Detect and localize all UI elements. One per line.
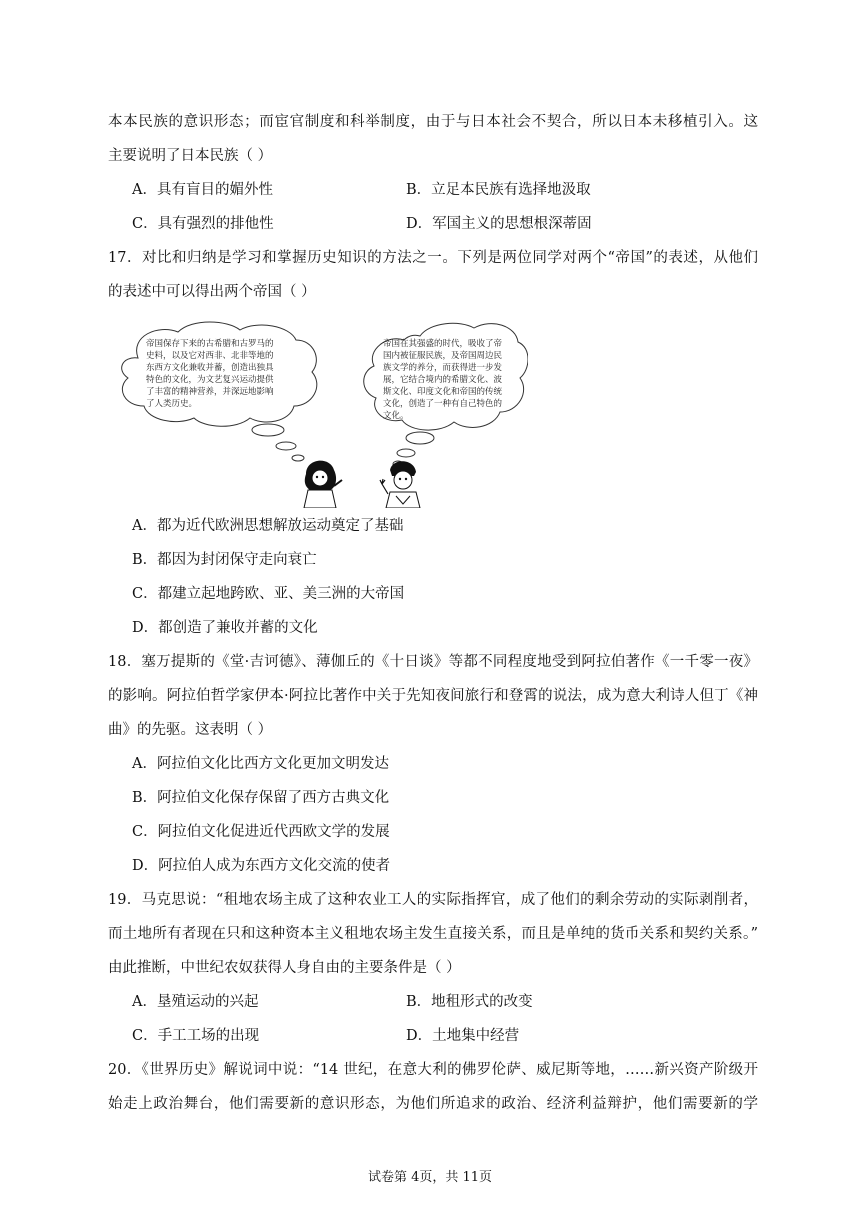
right-bubble-line-2: 国内被征服民族，及帝国周边民 [383,351,503,361]
q16-option-c[interactable]: C．具有强烈的排他性 [132,216,274,232]
right-bubble-line-1: 帝国在其强盛的时代，吸收了帝 [383,339,503,349]
q19-stem-line2: 而土地所有者现在只和这种资本主义租地农场主发生直接关系，而且是单纯的货币关系和契约关系。” [108,926,758,942]
q18-option-c[interactable]: C．阿拉伯文化促进近代西欧文学的发展 [132,824,390,840]
q18-option-b[interactable]: B．阿拉伯文化保存保留了西方古典文化 [132,790,390,806]
q19-option-c[interactable]: C．手工工场的出现 [132,1028,260,1044]
q16-stem-line2: 主要说明了日本民族（ ） [108,148,273,164]
q17-stem-line2: 的表述中可以得出两个帝国（ ） [108,284,316,300]
left-bubble-line-6: 了人类历史。 [146,399,198,409]
q17-option-d[interactable]: D．都创造了兼收并蓄的文化 [132,620,318,636]
right-bubble-line-3: 族文学的养分，而获得进一步发 [383,363,503,373]
right-bubble-line-4: 展，它结合境内的希腊文化、波 [383,375,503,385]
right-bubble-line-7: 文化。 [383,411,409,421]
left-thought-bubble [122,322,317,461]
girl-figure-icon [304,461,342,508]
q18-option-a[interactable]: A．阿拉伯文化比西方文化更加文明发达 [132,756,389,772]
q16-option-d[interactable]: D．军国主义的思想根深蒂固 [406,216,592,232]
q19-stem-line1: 19．马克思说：“租地农场主成了这种农业工人的实际指挥官，成了他们的剩余劳动的实际剥削者， [108,892,758,908]
q19-option-b[interactable]: B．地租形式的改变 [406,994,533,1010]
q20-stem-line1: 20．《世界历史》解说词中说：“14 世纪，在意大利的佛罗伦萨、威尼斯等地，……新兴资产阶级开 [108,1062,758,1078]
q17-illustration [108,318,528,508]
q19-option-d[interactable]: D．土地集中经营 [406,1028,520,1044]
left-bubble-line-1: 帝国保存下来的古希腊和古罗马的 [146,339,274,349]
right-bubble-line-5: 斯文化、印度文化和帝国的传统 [383,387,503,397]
left-bubble-line-5: 了丰富的精神营养，并深远地影响 [146,387,274,397]
left-bubble-line-3: 东西方文化兼收并蓄，创造出独具 [146,363,274,373]
q19-option-a[interactable]: A．垦殖运动的兴起 [132,994,259,1010]
left-bubble-line-4: 特色的文化，为文艺复兴运动提供 [146,375,274,385]
q16-option-b[interactable]: B．立足本民族有选择地汲取 [406,182,591,198]
page-footer: 试卷第 4页，共 11页 [367,1170,493,1185]
left-bubble-line-2: 史料，以及它对西非、北非等地的 [146,351,274,361]
q16-stem-line1: 本本民族的意识形态；而宦官制度和科举制度，由于与日本社会不契合，所以日本未移植引入。这 [108,114,758,130]
boy-figure-icon [380,461,420,508]
q18-stem-line3: 曲》的先驱。这表明（ ） [108,722,273,738]
q18-option-d[interactable]: D．阿拉伯人成为东西方文化交流的使者 [132,858,391,874]
q17-stem-line1: 17．对比和归纳是学习和掌握历史知识的方法之一。下列是两位同学对两个“帝国”的表述，从他们 [108,250,758,266]
q17-option-a[interactable]: A．都为近代欧洲思想解放运动奠定了基础 [132,518,404,534]
q18-stem-line2: 的影响。阿拉伯哲学家伊本·阿拉比著作中关于先知夜间旅行和登霄的说法，成为意大利诗人但丁《神 [108,688,758,704]
q19-stem-line3: 由此推断，中世纪农奴获得人身自由的主要条件是（ ） [108,960,461,976]
right-bubble-line-6: 文化，创造了一种有自己特色的 [383,399,503,409]
q18-stem-line1: 18．塞万提斯的《堂·吉诃德》、薄伽丘的《十日谈》等都不同程度地受到阿拉伯著作《一千零一夜》 [108,654,758,670]
q16-option-a[interactable]: A．具有盲目的媚外性 [132,182,273,198]
q17-option-c[interactable]: C．都建立起地跨欧、亚、美三洲的大帝国 [132,586,405,602]
q20-stem-line2: 始走上政治舞台，他们需要新的意识形态，为他们所追求的政治、经济利益辩护，他们需要新的学 [108,1096,758,1112]
right-thought-bubble [364,323,528,467]
q17-option-b[interactable]: B．都因为封闭保守走向衰亡 [132,552,317,568]
